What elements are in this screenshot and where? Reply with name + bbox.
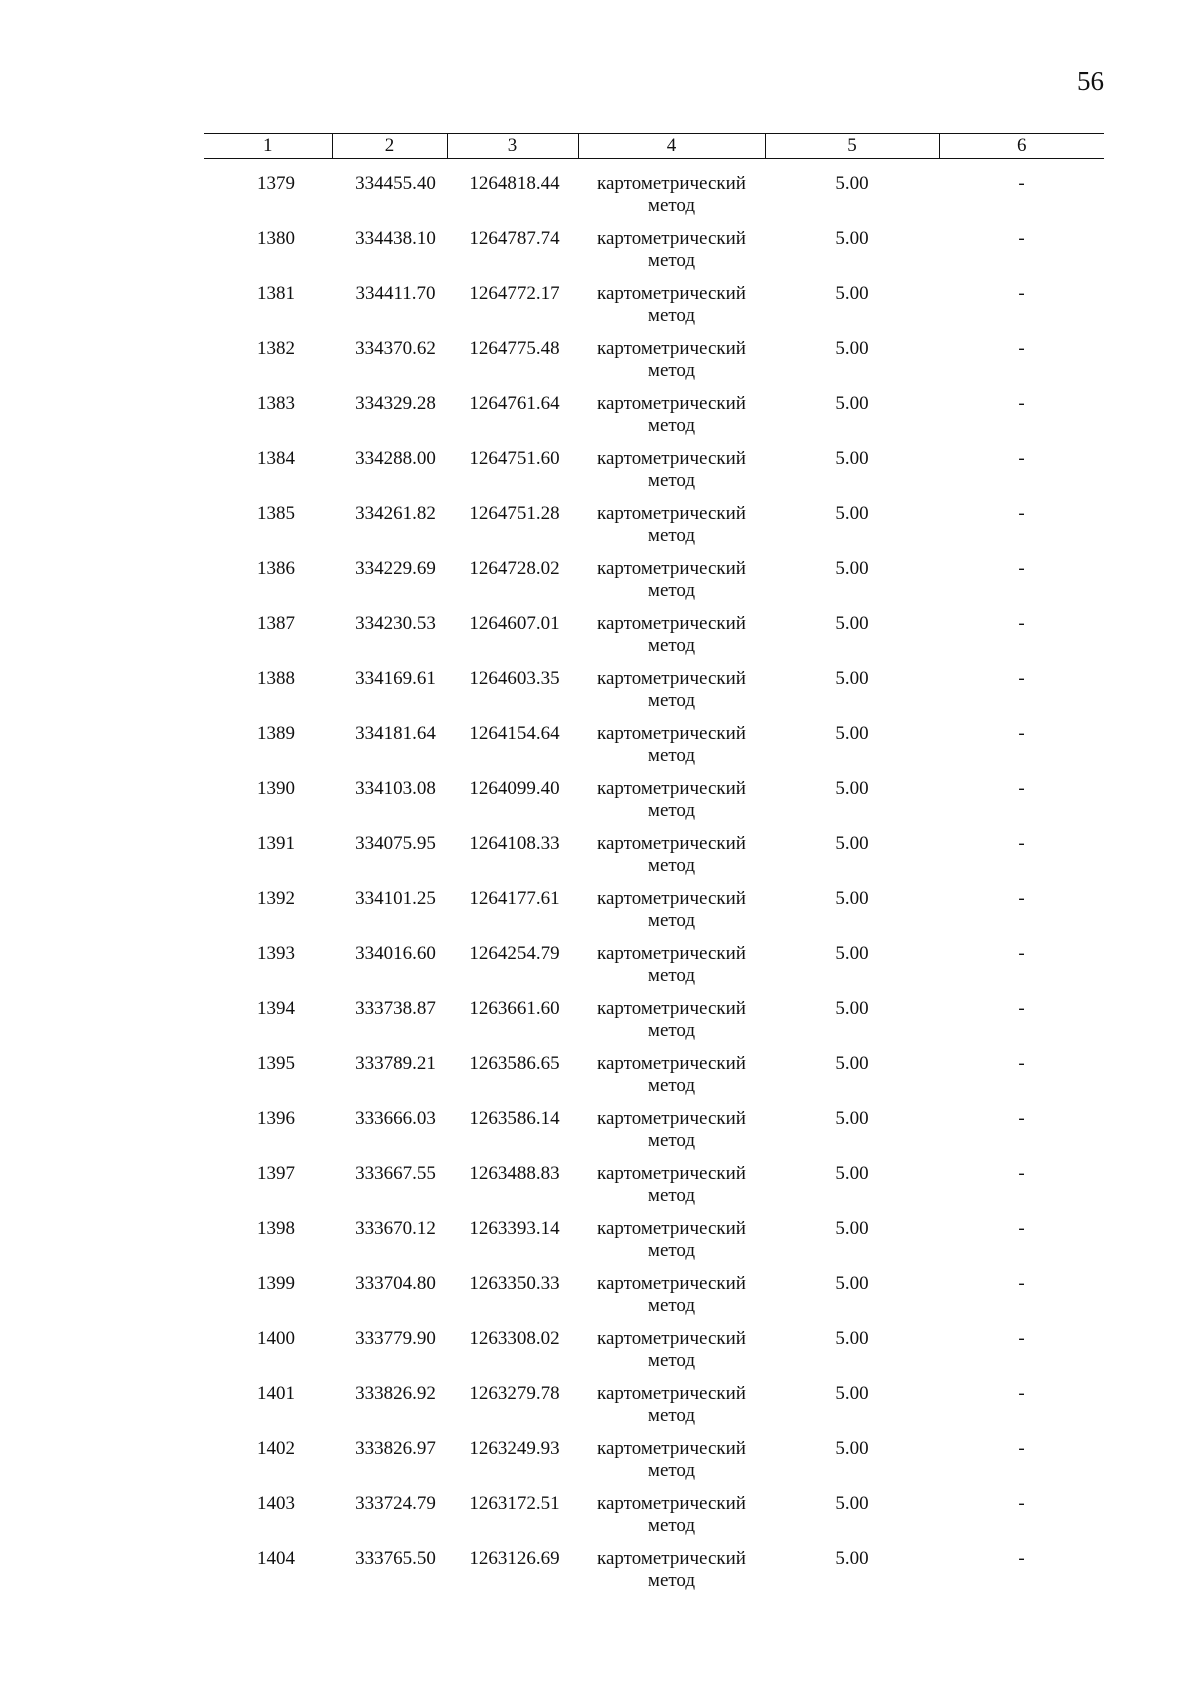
method-line-1: картометрический [597,283,746,304]
method-line-2: метод [647,965,696,986]
method-line-2: метод [647,1240,696,1261]
column-header: 4 [578,134,765,159]
coordinate-y: 1264818.44 [469,173,560,194]
method-line-1: картометрический [597,173,746,194]
table-row [204,1438,1104,1493]
point-number: 1394 [257,998,295,1019]
coordinate-y: 1264728.02 [469,558,560,579]
table-row [204,1053,1104,1108]
method-text [578,998,765,1042]
coordinate-x: 333789.21 [355,1053,436,1074]
method-line-2: метод [647,745,696,766]
method-text [578,778,765,822]
table-row [204,558,1104,613]
coordinate-y: 1264154.64 [469,723,560,744]
table-row [204,1108,1104,1163]
coordinate-x: 333666.03 [355,1108,436,1129]
coordinate-x: 333667.55 [355,1163,436,1184]
table-row [204,998,1104,1053]
table-row [204,228,1104,283]
method-text [578,833,765,877]
accuracy-value: 5.00 [835,173,869,194]
accuracy-value: 5.00 [835,1273,869,1294]
accuracy-value: 5.00 [835,613,869,634]
coordinate-y: 1264108.33 [469,833,560,854]
method-cell [578,393,765,448]
method-text [578,1108,765,1152]
coordinate-x: 334329.28 [355,393,436,414]
note-value: - [1018,998,1025,1019]
column-header: 2 [332,134,447,159]
method-cell [578,503,765,558]
method-text [578,173,765,217]
coordinate-y: 1264254.79 [469,943,560,964]
method-cell [578,448,765,503]
accuracy-value: 5.00 [835,283,869,304]
method-line-2: метод [647,195,696,216]
method-line-1: картометрический [597,833,746,854]
method-cell [578,1328,765,1383]
note-value: - [1018,1548,1025,1569]
method-cell [578,558,765,613]
table-row [204,833,1104,888]
method-line-1: картометрический [597,943,746,964]
method-cell [578,1273,765,1328]
table-row [204,503,1104,558]
method-line-2: метод [647,525,696,546]
coordinate-x: 333724.79 [355,1493,436,1514]
method-line-2: метод [647,1460,696,1481]
page-number: 56 [1077,66,1104,96]
method-line-2: метод [647,1295,696,1316]
coordinate-x: 334229.69 [355,558,436,579]
coordinate-y: 1264772.17 [469,283,560,304]
table-row [204,943,1104,998]
point-number: 1393 [257,943,295,964]
method-line-1: картометрический [597,1548,746,1569]
method-text [578,1163,765,1207]
coordinate-x: 333826.92 [355,1383,436,1404]
point-number: 1388 [257,668,295,689]
table-row [204,283,1104,338]
coordinate-y: 1263249.93 [469,1438,560,1459]
method-line-1: картометрический [597,998,746,1019]
method-text [578,1493,765,1537]
coordinate-x: 334411.70 [355,283,436,304]
method-line-1: картометрический [597,613,746,634]
method-line-1: картометрический [597,503,746,524]
point-number: 1401 [257,1383,295,1404]
method-line-1: картометрический [597,778,746,799]
column-header: 6 [939,134,1104,159]
method-line-2: метод [647,1405,696,1426]
accuracy-value: 5.00 [835,1548,869,1569]
coordinate-x: 334230.53 [355,613,436,634]
point-number: 1397 [257,1163,295,1184]
column-header: 1 [204,134,332,159]
accuracy-value: 5.00 [835,1328,869,1349]
point-number: 1385 [257,503,295,524]
method-line-2: метод [647,1350,696,1371]
note-value: - [1018,173,1025,194]
method-line-2: метод [647,910,696,931]
method-cell [578,998,765,1053]
method-line-2: метод [647,635,696,656]
note-value: - [1018,1438,1025,1459]
note-value: - [1018,668,1025,689]
accuracy-value: 5.00 [835,338,869,359]
table-row [204,778,1104,833]
accuracy-value: 5.00 [835,1218,869,1239]
method-line-2: метод [647,690,696,711]
coordinate-y: 1264787.74 [469,228,560,249]
table-row [204,888,1104,943]
point-number: 1400 [257,1328,295,1349]
method-cell [578,1493,765,1548]
note-value: - [1018,448,1025,469]
method-line-1: картометрический [597,558,746,579]
point-number: 1379 [257,173,295,194]
method-line-1: картометрический [597,723,746,744]
accuracy-value: 5.00 [835,1053,869,1074]
method-cell [578,1548,765,1603]
method-text [578,283,765,327]
point-number: 1390 [257,778,295,799]
column-header: 5 [765,134,939,159]
table-row [204,668,1104,723]
method-line-1: картометрический [597,448,746,469]
coordinate-y: 1264099.40 [469,778,560,799]
table-row [204,1218,1104,1273]
note-value: - [1018,613,1025,634]
method-line-2: метод [647,1130,696,1151]
method-cell [578,159,765,229]
coordinate-x: 334181.64 [355,723,436,744]
coordinate-y: 1264751.60 [469,448,560,469]
accuracy-value: 5.00 [835,503,869,524]
coordinate-y: 1263586.14 [469,1108,560,1129]
coordinate-x: 333779.90 [355,1328,436,1349]
method-text [578,393,765,437]
coordinate-y: 1264607.01 [469,613,560,634]
method-cell [578,723,765,778]
point-number: 1396 [257,1108,295,1129]
note-value: - [1018,1218,1025,1239]
coordinate-x: 333670.12 [355,1218,436,1239]
method-text [578,1548,765,1592]
accuracy-value: 5.00 [835,778,869,799]
method-line-2: метод [647,250,696,271]
accuracy-value: 5.00 [835,1163,869,1184]
method-cell [578,1218,765,1273]
point-number: 1380 [257,228,295,249]
table-row [204,1493,1104,1548]
coordinate-y: 1263350.33 [469,1273,560,1294]
note-value: - [1018,1328,1025,1349]
method-cell [578,1108,765,1163]
coordinate-y: 1263279.78 [469,1383,560,1404]
method-cell [578,1163,765,1218]
method-line-2: метод [647,1570,696,1591]
method-line-1: картометрический [597,668,746,689]
method-cell [578,833,765,888]
coordinate-x: 334288.00 [355,448,436,469]
method-line-2: метод [647,1075,696,1096]
method-line-1: картометрический [597,1163,746,1184]
coordinate-y: 1264751.28 [469,503,560,524]
point-number: 1383 [257,393,295,414]
method-text [578,1273,765,1317]
table-row [204,448,1104,503]
method-line-2: метод [647,1185,696,1206]
note-value: - [1018,723,1025,744]
coordinate-x: 334169.61 [355,668,436,689]
note-value: - [1018,393,1025,414]
method-cell [578,778,765,833]
method-line-2: метод [647,855,696,876]
coordinate-x: 333826.97 [355,1438,436,1459]
point-number: 1392 [257,888,295,909]
table-row [204,1328,1104,1383]
note-value: - [1018,778,1025,799]
method-line-1: картометрический [597,1438,746,1459]
coordinate-y: 1263661.60 [469,998,560,1019]
coordinate-y: 1264603.35 [469,668,560,689]
method-text [578,888,765,932]
column-header: 3 [447,134,578,159]
table-row [204,1163,1104,1218]
point-number: 1386 [257,558,295,579]
method-line-1: картометрический [597,393,746,414]
method-cell [578,888,765,943]
point-number: 1395 [257,1053,295,1074]
method-line-1: картометрический [597,1108,746,1129]
note-value: - [1018,1108,1025,1129]
method-text [578,558,765,602]
table-row [204,1548,1104,1603]
point-number: 1404 [257,1548,295,1569]
coordinate-y: 1264177.61 [469,888,560,909]
coordinate-y: 1263126.69 [469,1548,560,1569]
accuracy-value: 5.00 [835,1383,869,1404]
method-text [578,613,765,657]
method-line-1: картометрический [597,1273,746,1294]
accuracy-value: 5.00 [835,1493,869,1514]
method-line-2: метод [647,580,696,601]
accuracy-value: 5.00 [835,833,869,854]
coordinate-x: 333765.50 [355,1548,436,1569]
point-number: 1399 [257,1273,295,1294]
method-line-1: картометрический [597,888,746,909]
table-row [204,159,1104,229]
table-header-row [204,134,1104,159]
accuracy-value: 5.00 [835,558,869,579]
method-cell [578,1053,765,1108]
note-value: - [1018,888,1025,909]
method-text [578,723,765,767]
coordinate-x: 334075.95 [355,833,436,854]
coordinate-x: 334103.08 [355,778,436,799]
method-line-1: картометрический [597,228,746,249]
note-value: - [1018,558,1025,579]
method-cell [578,228,765,283]
coordinate-x: 334101.25 [355,888,436,909]
method-text [578,1053,765,1097]
method-text [578,448,765,492]
method-line-1: картометрический [597,1328,746,1349]
method-cell [578,1438,765,1493]
table-row [204,393,1104,448]
coordinate-y: 1264775.48 [469,338,560,359]
note-value: - [1018,1163,1025,1184]
note-value: - [1018,1383,1025,1404]
coordinate-y: 1263393.14 [469,1218,560,1239]
method-text [578,228,765,272]
accuracy-value: 5.00 [835,393,869,414]
coordinate-y: 1263172.51 [469,1493,560,1514]
coordinates-table [204,133,1104,1603]
method-line-1: картометрический [597,1493,746,1514]
note-value: - [1018,1493,1025,1514]
table-row [204,338,1104,393]
method-line-2: метод [647,360,696,381]
coordinate-x: 334438.10 [355,228,436,249]
method-line-2: метод [647,1020,696,1041]
coordinate-y: 1264761.64 [469,393,560,414]
method-text [578,503,765,547]
accuracy-value: 5.00 [835,1108,869,1129]
accuracy-value: 5.00 [835,448,869,469]
note-value: - [1018,943,1025,964]
method-text [578,1438,765,1482]
method-text [578,1218,765,1262]
coordinate-y: 1263586.65 [469,1053,560,1074]
method-line-2: метод [647,470,696,491]
note-value: - [1018,1053,1025,1074]
accuracy-value: 5.00 [835,668,869,689]
method-line-1: картометрический [597,1383,746,1404]
coordinate-x: 333738.87 [355,998,436,1019]
note-value: - [1018,833,1025,854]
method-cell [578,613,765,668]
coordinate-x: 334261.82 [355,503,436,524]
coordinate-y: 1263488.83 [469,1163,560,1184]
point-number: 1387 [257,613,295,634]
accuracy-value: 5.00 [835,723,869,744]
method-text [578,338,765,382]
table-row [204,1383,1104,1438]
table-row [204,1273,1104,1328]
point-number: 1389 [257,723,295,744]
point-number: 1398 [257,1218,295,1239]
point-number: 1391 [257,833,295,854]
note-value: - [1018,338,1025,359]
coordinate-y: 1263308.02 [469,1328,560,1349]
note-value: - [1018,1273,1025,1294]
method-line-2: метод [647,415,696,436]
method-text [578,943,765,987]
table-row [204,723,1104,778]
coordinate-x: 333704.80 [355,1273,436,1294]
coordinate-x: 334016.60 [355,943,436,964]
note-value: - [1018,228,1025,249]
method-cell [578,668,765,723]
point-number: 1384 [257,448,295,469]
method-line-2: метод [647,800,696,821]
method-line-2: метод [647,305,696,326]
method-cell [578,283,765,338]
method-line-1: картометрический [597,338,746,359]
accuracy-value: 5.00 [835,888,869,909]
table-row [204,613,1104,668]
point-number: 1403 [257,1493,295,1514]
method-text [578,1328,765,1372]
method-text [578,668,765,712]
method-text [578,1383,765,1427]
point-number: 1382 [257,338,295,359]
point-number: 1381 [257,283,295,304]
method-cell [578,1383,765,1438]
method-cell [578,943,765,998]
accuracy-value: 5.00 [835,998,869,1019]
method-cell [578,338,765,393]
method-line-1: картометрический [597,1053,746,1074]
accuracy-value: 5.00 [835,1438,869,1459]
coordinate-x: 334370.62 [355,338,436,359]
method-line-2: метод [647,1515,696,1536]
accuracy-value: 5.00 [835,228,869,249]
note-value: - [1018,283,1025,304]
method-line-1: картометрический [597,1218,746,1239]
point-number: 1402 [257,1438,295,1459]
note-value: - [1018,503,1025,524]
coordinate-x: 334455.40 [355,173,436,194]
accuracy-value: 5.00 [835,943,869,964]
